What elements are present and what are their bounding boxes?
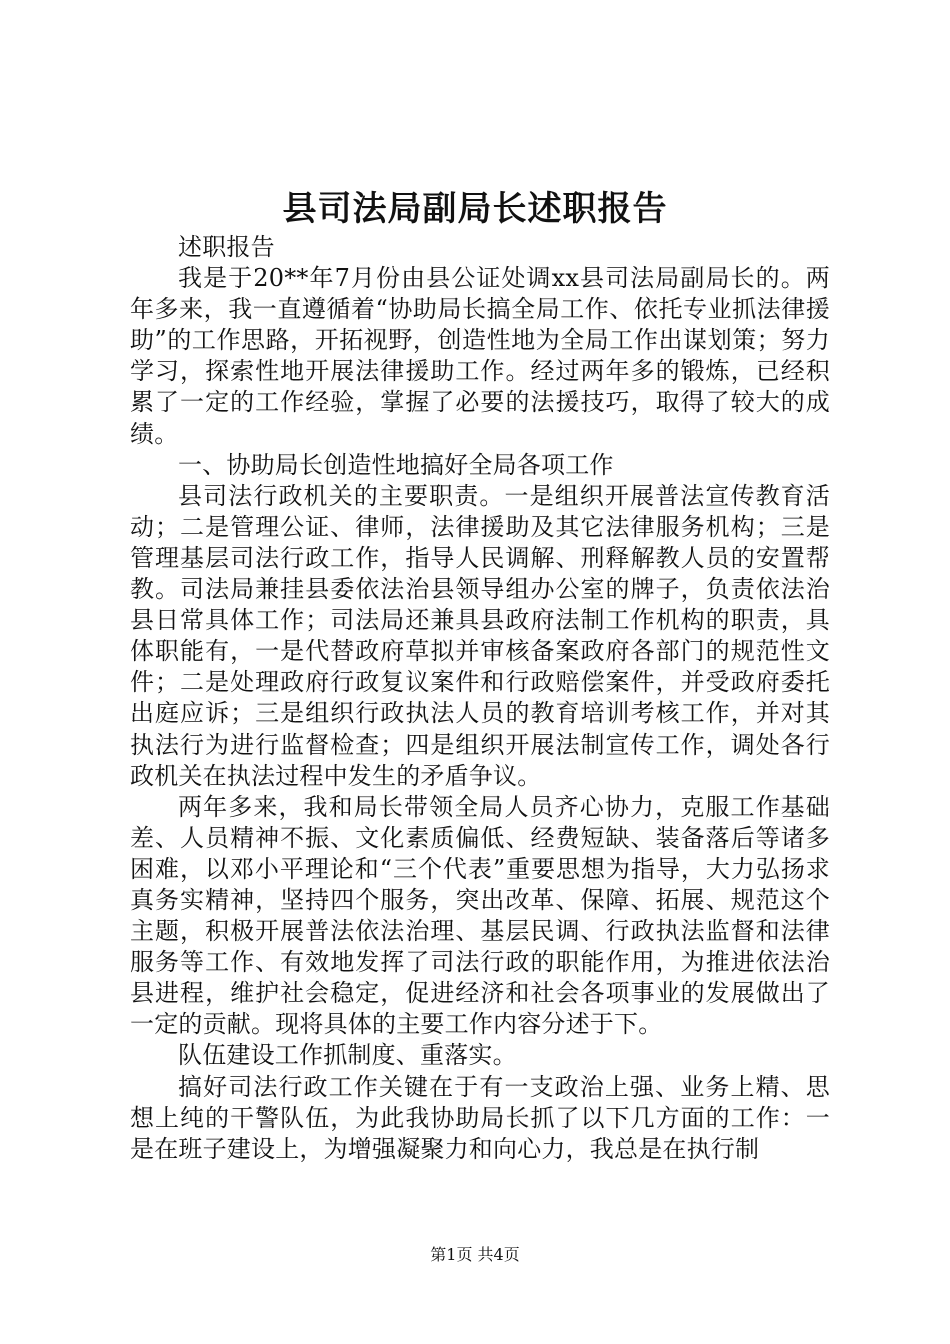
document-title: 县司法局副局长述职报告: [282, 189, 668, 229]
paragraph-team-building: 搞好司法行政工作关键在于有一支政治上强、业务上精、思想上纯的干警队伍，为此我协助局长抓了以下几方面的工作：一是在班子建设上，为增强凝聚力和向心力，我总是在执行制: [130, 1072, 830, 1163]
subsection-heading-team: 队伍建设工作抓制度、重落实。: [178, 1041, 517, 1070]
paragraph-intro: 我是于20**年7月份由县公证处调xx县司法局副局长的。两年多来，我一直遵循着“协助局长搞全局工作、依托专业抓法律援助”的工作思路，开拓视野，创造性地为全局工作出谋划策；努力学习，探索性地开展法律援助工作。经过两年多的锻炼，已经积累了一定的工作经验，掌握了必要的法援技巧，取得了较大的成绩。: [130, 264, 830, 448]
paragraph-achievements: 两年多来，我和局长带领全局人员齐心协力，克服工作基础差、人员精神不振、文化素质偏低、经费短缺、装备落后等诸多困难，以邓小平理论和“三个代表”重要思想为指导，大力弘扬求真务实精神，坚持四个服务，突出改革、保障、拓展、规范这个主题，积极开展普法依法治理、基层民调、行政执法监督和法律服务等工作、有效地发挥了司法行政的职能作用，为推进依法治县进程，维护社会稳定，促进经济和社会各项事业的发展做出了一定的贡献。现将具体的主要工作内容分述于下。: [130, 792, 830, 1039]
page-footer: 第1页 共4页: [430, 1245, 520, 1264]
paragraph-heading-label: 述职报告: [178, 233, 275, 261]
section-heading-1: 一、协助局长创造性地搞好全局各项工作: [178, 450, 614, 479]
paragraph-duties: 县司法行政机关的主要职责。一是组织开展普法宣传教育活动；二是管理公证、律师，法律援助及其它法律服务机构；三是管理基层司法行政工作，指导人民调解、刑释解教人员的安置帮教。司法局兼挂县委依法治县领导组办公室的牌子，负责依法治县日常具体工作；司法局还兼具县政府法制工作机构的职责，具体职能有，一是代替政府草拟并审核备案政府各部门的规范性文件；二是处理政府行政复议案件和行政赔偿案件，并受政府委托出庭应诉；三是组织行政执法人员的教育培训考核工作，并对其执法行为进行监督检查；四是组织开展法制宣传工作，调处各行政机关在执法过程中发生的矛盾争议。: [130, 481, 830, 790]
document-body: [130, 232, 830, 1165]
